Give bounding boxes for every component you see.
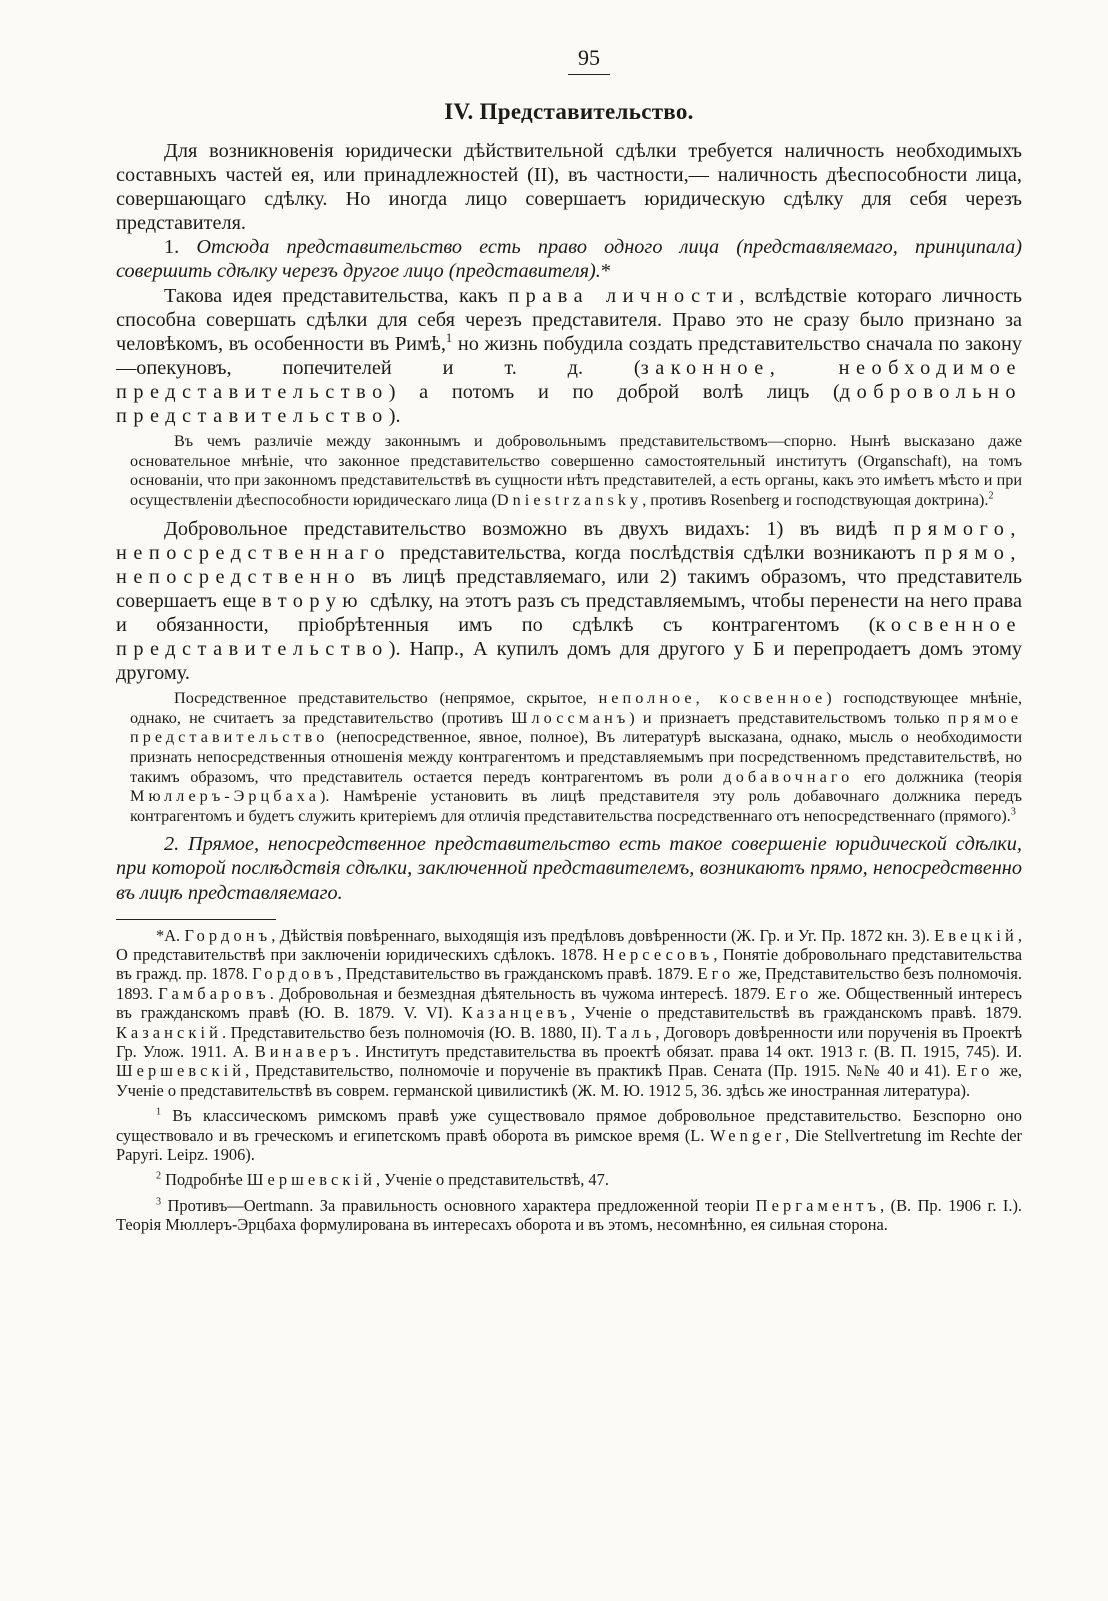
text-run: но жизнь побудила создать представительство сначала по закону—опекуновъ, попечителей и т. д. ( xyxy=(116,332,1022,379)
text-run: ). Напр., А купилъ домъ для другого у Б и перепродаетъ домъ этому другому. xyxy=(116,637,1022,685)
paragraph-voluntary xyxy=(116,517,1022,686)
paragraph-intro: Для возникновенія юридически дѣйствительной сдѣлки требуется наличность необходимыхъ составныхъ частей ея, или принадлежностей (II), въ частности,— наличность дѣеспособности лица, совершающаго сдѣлку. Но иногда лицо совершаетъ юридическую сдѣлку для себя черезъ представителя. xyxy=(116,140,1022,235)
author-name: Гамбаровъ xyxy=(158,983,270,1003)
section-title: IV. Представительство. xyxy=(444,99,694,124)
thesis-2: 2. Прямое, непосредственное представительство есть такое совершеніе юридической сдѣлки, при которой послѣдствія сдѣлки, заключенной представителемъ, возникаютъ прямо, непосредственно въ лицѣ представляемаго. xyxy=(116,833,1022,904)
spaced-term: косвенное представительство xyxy=(116,613,1022,660)
text-run: его должника (теорія xyxy=(853,767,1022,786)
author-name: Гордонъ xyxy=(184,925,272,945)
spaced-term: законное, необходимое представительство xyxy=(116,356,1022,403)
author-name: Его xyxy=(697,964,735,984)
footnote-ref-1: 1 xyxy=(445,330,453,345)
footnote-ref-3: 3 xyxy=(1010,806,1016,818)
text-run: же, Ученіе о представительствѣ въ соврем. германской цивилистикѣ (Ж. М. Ю. 1912 5, 36. здѣсь же иностранная литература). xyxy=(116,1061,1022,1100)
spaced-term: Dniestrzansky xyxy=(496,490,643,509)
author-name: Wenger xyxy=(710,1125,786,1145)
footnote-ref-2: 2 xyxy=(988,490,994,502)
text-run: представительства, когда послѣдствія сдѣлки возникаютъ xyxy=(390,541,925,564)
footnote-star xyxy=(116,926,1022,1101)
spaced-term: прямо, непосредственно xyxy=(116,541,1022,588)
footnote-mark: 2 xyxy=(156,1171,162,1182)
text-run: , Дѣйствія повѣреннаго, выходящія изъ предѣловъ довѣренности (Ж. Гр. и Уг. Пр. 1872 кн. 3). xyxy=(271,925,935,945)
page-number: 95 xyxy=(156,44,1022,75)
author-name: Таль xyxy=(606,1022,656,1042)
small-print-note-1 xyxy=(116,432,1022,510)
text-run: Подробнѣе xyxy=(161,1170,247,1190)
footnote-1 xyxy=(116,1106,1022,1164)
text-run: , Представительство, полномочіе и порученіе въ практикѣ Прав. Сената (Пр. 1915. №№ 40 и 41). xyxy=(245,1061,957,1081)
thesis-1-number: 1. xyxy=(164,236,197,259)
author-name: Евецкій xyxy=(934,925,1018,945)
spaced-term: неполное, косвенное xyxy=(598,689,827,708)
text-run: Посредственное представительство (непрямое, скрытое, xyxy=(174,689,599,708)
spaced-term: Мюллеръ-Эрцбаха xyxy=(130,787,320,806)
author-name: Его xyxy=(775,983,813,1003)
author-name: Гордовъ xyxy=(252,964,338,984)
text-run: (непосредственное, явное, полное), Въ литературѣ высказана, однако, мысль о необходимости признать непосредственныя отношенія между контрагентомъ и представляемымъ при посредственномъ представительствѣ, но такимъ образомъ, что представитель остается передъ контрагентомъ въ роли xyxy=(130,728,1022,786)
text-run: ). xyxy=(388,405,401,428)
text-run: Противъ—Oertmann. За правильность основного характера предложенной теоріи xyxy=(161,1195,756,1215)
author-name: Казанцевъ xyxy=(461,1003,571,1023)
text-run: ) а потомъ и по доброй волѣ лицъ ( xyxy=(388,380,840,403)
text-run: , противъ Rosenberg и господствующая доктрина). xyxy=(642,490,989,509)
text-run: , Die Stellvertretung im Rechte der Papyri. Leipz. 1906). xyxy=(116,1125,1022,1165)
thesis-1-text: Отсюда представительство есть право одного лица (представляемаго, принципала) совершить сдѣлку черезъ другое лицо (представителя). xyxy=(116,236,1023,283)
footnote-mark: 3 xyxy=(156,1196,162,1208)
text-run: ) господствующее мнѣніе, однако, не считаетъ за представительство (противъ xyxy=(130,689,1023,727)
spaced-term: добровольно представительство xyxy=(116,380,1022,428)
spaced-term: Шлоссманъ xyxy=(511,708,630,727)
footnote-divider xyxy=(116,919,276,920)
author-name: Пергаментъ xyxy=(755,1195,881,1215)
text-run: *А. xyxy=(156,925,185,945)
author-name: Шершевскій xyxy=(116,1061,246,1081)
text-run: , О представительствѣ при заключеніи юридическихъ сдѣлокъ. 1878. xyxy=(116,925,1022,964)
author-name: Нерсесовъ xyxy=(602,945,714,964)
text-run: ). Намѣреніе установить въ лицѣ представителя эту роль добавочнаго должника передъ контрагентомъ и будетъ служить критеріемъ для отличія представительства посредственнаго отъ непосредственнаго (прямого). xyxy=(130,787,1022,825)
text-run: , вслѣдствіе котораго личность способна совершать сдѣлки для себя черезъ представителя. Право это не сразу было признано за человѣкомъ, въ особенности въ Римѣ, xyxy=(116,284,1022,355)
footnote-2 xyxy=(116,1170,1022,1189)
text-run: . Институтъ представительства въ проектѣ обязат. права 14 окт. 1913 г. (В. П. 1915, 745). И. xyxy=(354,1042,1022,1062)
text-run: , Договоръ довѣренности или порученія въ Проектѣ Гр. Улож. 1911. А. xyxy=(116,1022,1022,1062)
text-run: , Ученіе о представительствѣ въ гражданскомъ правѣ. 1879. xyxy=(570,1003,1022,1023)
spaced-term: прямое представительство xyxy=(130,708,1022,747)
text-run: , Представительство въ гражданскомъ правѣ. 1879. xyxy=(337,964,698,984)
text-run: Такова идея представительства, какъ xyxy=(164,284,509,307)
text-run: же, Представительство безъ полномочія. 1893. xyxy=(116,964,1022,1003)
spaced-term: вторую xyxy=(262,589,365,612)
text-run: Въ чемъ различіе между законнымъ и добровольнымъ представительствомъ—спорно. Нынѣ высказано даже основательное мнѣніе, что законное представительство совершенно самостоятельный институтъ (Organschaft), на томъ основаніи, что при законномъ представительствѣ въ сущности нѣтъ представителей, а есть органы, какъ это имѣетъ мѣсто и при осуществленіи дѣеспособности юридическаго лица ( xyxy=(130,432,1022,509)
spaced-term: прямого, непосредственнаго xyxy=(116,517,1022,564)
text-run: въ лицѣ представляемаго, или 2) такимъ образомъ, что представитель совершаетъ еще xyxy=(116,565,1022,612)
footnote-mark: 1 xyxy=(156,1106,162,1118)
text-run: , Понятіе добровольнаго представительства въ гражд. пр. 1878. xyxy=(116,945,1022,984)
text-run: Добровольное представительство возможно въ двухъ видахъ: 1) въ видѣ xyxy=(164,517,894,540)
spaced-term: добавочнаго xyxy=(723,767,854,786)
paragraph-idea xyxy=(116,284,1022,429)
footnote-star-mark: * xyxy=(600,260,611,283)
text-run: же. Общественный интересъ въ гражданскомъ правѣ (Ю. В. 1879. V. VI). xyxy=(116,983,1022,1023)
footnote-3 xyxy=(116,1196,1022,1235)
thesis-1 xyxy=(116,235,1022,283)
text-run: Въ классическомъ римскомъ правѣ уже существовало прямое добровольное представительство. Безспорно оно существовало и въ греческомъ и египетскомъ правѣ оборота въ римское время (L. xyxy=(116,1106,1022,1145)
text-run: ) и признаетъ представительствомъ только xyxy=(629,708,948,727)
author-name: Казанскій xyxy=(116,1022,222,1042)
text-run: , Ученіе о представительствѣ, 47. xyxy=(375,1170,609,1190)
small-print-note-2 xyxy=(116,689,1022,826)
text-run: . Добровольная и безмездная дѣятельность въ чужома интересѣ. 1879. xyxy=(269,983,776,1003)
text-run: , (В. Пр. 1906 г. I.). Теорія Мюллеръ-Эрцбаха формулирована въ интересахъ оборота и въ этомъ, несомнѣнно, ея сильная сторона. xyxy=(116,1195,1023,1235)
text-run: сдѣлку, на этотъ разъ съ представляемымъ, чтобы перенести на него права и обязанности, пріобрѣтенныя имъ по сдѣлкѣ съ контрагентомъ ( xyxy=(116,589,1022,636)
author-name: Шершевскій xyxy=(246,1170,376,1190)
text-run: . Представительство безъ полномочія (Ю. В. 1880, II). xyxy=(221,1022,607,1042)
author-name: Винаверъ xyxy=(254,1042,355,1062)
author-name: Его xyxy=(956,1061,994,1081)
spaced-term: права личности xyxy=(508,284,740,307)
